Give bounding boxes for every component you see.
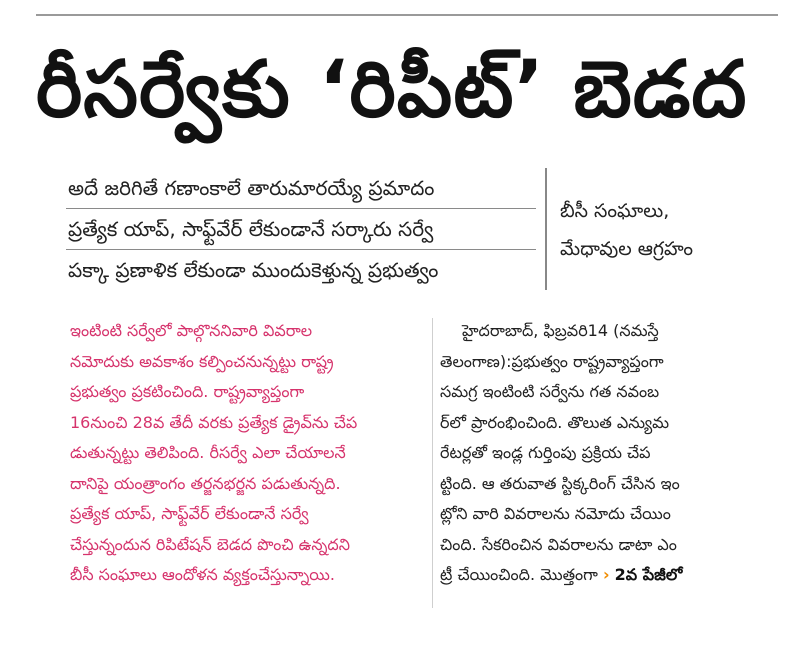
intro-line: బీసీ సంఘాలు ఆందోళన వ్యక్తంచేస్తున్నాయి. xyxy=(70,565,335,584)
headline: రీసర్వేకు ‘రిపీట్‌’ బెడద xyxy=(36,45,748,135)
body-column xyxy=(440,316,788,591)
side-deck-line: మేధావుల ఆగ్రహం xyxy=(560,238,694,260)
intro-line: నమోదుకు అవకాశం కల్పించనున్నట్టు రాష్ట్ర xyxy=(70,351,334,371)
body-line: ర్‌లో ప్రారంభించింది. తొలుత ఎన్యుమ xyxy=(440,412,670,432)
body-line-last xyxy=(440,560,788,591)
jump-arrow-icon: › xyxy=(602,565,610,584)
body-line: ట్టింది. ఆ తరువాత స్టిక్కరింగ్‌ చేసిన ఇం xyxy=(440,473,680,493)
intro-line: ప్రత్యేక యాప్‌, సాఫ్ట్‌వేర్‌ లేకుండానే సర్వే xyxy=(70,504,309,523)
continued-on-page-link[interactable]: 2వ పేజీలో xyxy=(614,565,683,584)
deck-line: ప్రత్యేక యాప్‌, సాఫ్ట్‌వేర్‌ లేకుండానే సర్కారు సర్వే xyxy=(66,209,536,250)
intro-line: చేస్తున్నందున రిపిటేషన్‌ బెడద పొంచి ఉన్నదని xyxy=(70,534,350,554)
intro-line: ప్రభుత్వం ప్రకటించింది. రాష్ట్రవ్యాప్తంగా xyxy=(70,382,305,401)
body-line: తెలంగాణ):ప్రభుత్వం రాష్ట్రవ్యాప్తంగా xyxy=(440,351,664,371)
deck-divider xyxy=(545,168,547,290)
intro-line: డుతున్నట్టు తెలిపింది. రీసర్వే ఎలా చేయాలనే xyxy=(70,443,346,462)
deck xyxy=(66,168,536,290)
body-line: ట్లోని వారి వివరాలను నమోదు చేయిం xyxy=(440,504,671,523)
body-line: రేటర్లతో ఇండ్ల గుర్తింపు ప్రక్రియ చేప xyxy=(440,443,651,462)
deck-line: పక్కా ప్రణాళిక లేకుండా ముందుకెళ్తున్న ప్రభుత్వం xyxy=(68,258,439,282)
side-deck-line: బీసీ సంఘాలు, xyxy=(560,200,670,222)
body-line: హైదరాబాద్‌, ఫిబ్రవరి14 (నమస్తే xyxy=(462,321,659,340)
side-deck xyxy=(560,192,790,268)
body-line: సమగ్ర ఇంటింటి సర్వేను గత నవంబ xyxy=(440,382,660,401)
intro-line: దానిపై యంత్రాంగం తర్జనభర్జన పడుతున్నది. xyxy=(70,473,341,493)
body-last-text: ట్రీ చేయించింది. మొత్తంగా xyxy=(440,565,598,584)
body-line: చింది. సేకరించిన వివరాలను డాటా ఎం xyxy=(440,534,677,554)
deck-line: అదే జరిగితే గణాంకాలే తారుమారయ్యే ప్రమాదం xyxy=(66,168,536,209)
top-rule xyxy=(36,14,778,16)
intro-column xyxy=(70,316,422,591)
intro-line: 16నుంచి 28వ తేదీ వరకు ప్రత్యేక డ్రైవ్‌ను చేప xyxy=(70,412,358,432)
intro-line: ఇంటింటి సర్వేలో పాల్గొననివారి వివరాల xyxy=(70,321,313,340)
column-divider xyxy=(432,318,433,608)
